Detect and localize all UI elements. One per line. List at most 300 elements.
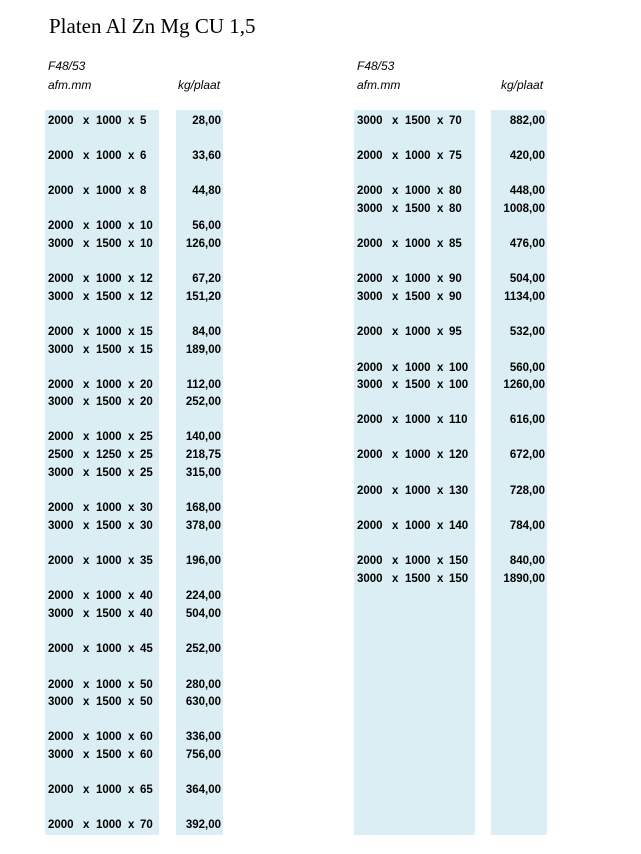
plate-thickness: 150 bbox=[449, 573, 469, 585]
plate-dimensions bbox=[48, 519, 160, 533]
plate-length: 2000 bbox=[48, 220, 74, 232]
dimension-separator: x bbox=[83, 819, 90, 831]
plate-dimensions bbox=[357, 237, 469, 251]
dimension-separator: x bbox=[437, 485, 444, 497]
plate-length: 3000 bbox=[357, 203, 383, 215]
plate-length: 2000 bbox=[357, 449, 383, 461]
dimension-separator: x bbox=[128, 449, 135, 461]
dimension-separator: x bbox=[83, 431, 90, 443]
plate-thickness: 30 bbox=[140, 502, 153, 514]
dimension-separator: x bbox=[392, 449, 399, 461]
plate-dimensions bbox=[357, 361, 469, 375]
dimension-separator: x bbox=[437, 555, 444, 567]
plate-weight: 168,00 bbox=[185, 502, 221, 514]
plate-dimensions bbox=[357, 572, 469, 586]
plate-thickness: 100 bbox=[449, 379, 469, 391]
plate-width: 1000 bbox=[405, 555, 431, 567]
dimension-separator: x bbox=[128, 643, 135, 655]
plate-dimensions bbox=[48, 642, 160, 656]
dimension-separator: x bbox=[128, 784, 135, 796]
plate-weight: 882,00 bbox=[509, 115, 545, 127]
plate-weight: 560,00 bbox=[509, 362, 545, 374]
plate-length: 2000 bbox=[48, 555, 74, 567]
plate-width: 1000 bbox=[405, 485, 431, 497]
plate-weight: 151,20 bbox=[185, 291, 221, 303]
plate-width: 1000 bbox=[405, 449, 431, 461]
plate-weight: 44,80 bbox=[192, 185, 221, 197]
dimension-separator: x bbox=[437, 573, 444, 585]
plate-length: 2000 bbox=[48, 502, 74, 514]
plate-weight: 756,00 bbox=[185, 749, 221, 761]
plate-weight: 189,00 bbox=[185, 344, 221, 356]
plate-weight: 378,00 bbox=[185, 520, 221, 532]
plate-length: 2000 bbox=[357, 273, 383, 285]
plate-weight: 504,00 bbox=[185, 608, 221, 620]
dimension-separator: x bbox=[437, 150, 444, 162]
plate-length: 2000 bbox=[48, 115, 74, 127]
dimension-separator: x bbox=[83, 520, 90, 532]
plate-length: 2000 bbox=[48, 643, 74, 655]
plate-dimensions bbox=[48, 114, 160, 128]
plate-dimensions bbox=[48, 395, 160, 409]
plate-width: 1000 bbox=[405, 185, 431, 197]
plate-width: 1500 bbox=[405, 115, 431, 127]
dimension-separator: x bbox=[83, 150, 90, 162]
plate-width: 1000 bbox=[405, 520, 431, 532]
plate-length: 2000 bbox=[357, 485, 383, 497]
dimension-separator: x bbox=[392, 362, 399, 374]
plate-width: 1500 bbox=[96, 467, 122, 479]
plate-width: 1000 bbox=[96, 115, 122, 127]
dimension-separator: x bbox=[437, 273, 444, 285]
plate-weight: 280,00 bbox=[185, 679, 221, 691]
plate-width: 1000 bbox=[96, 379, 122, 391]
dimension-separator: x bbox=[83, 590, 90, 602]
dimension-separator: x bbox=[83, 643, 90, 655]
plate-length: 2000 bbox=[357, 238, 383, 250]
plate-thickness: 6 bbox=[140, 150, 147, 162]
plate-thickness: 60 bbox=[140, 749, 153, 761]
plate-width: 1500 bbox=[96, 238, 122, 250]
dimension-separator: x bbox=[128, 819, 135, 831]
dimension-separator: x bbox=[437, 520, 444, 532]
plate-dimensions bbox=[48, 343, 160, 357]
dimension-separator: x bbox=[128, 467, 135, 479]
dimension-separator: x bbox=[392, 115, 399, 127]
dimension-separator: x bbox=[392, 520, 399, 532]
plate-width: 1000 bbox=[96, 784, 122, 796]
plate-length: 2000 bbox=[48, 431, 74, 443]
plate-width: 1000 bbox=[96, 731, 122, 743]
plate-thickness: 110 bbox=[449, 414, 468, 426]
plate-width: 1000 bbox=[405, 414, 431, 426]
plate-dimensions bbox=[48, 184, 160, 198]
plate-length: 2000 bbox=[48, 379, 74, 391]
grade-label: F48/53 bbox=[357, 59, 395, 73]
plate-width: 1500 bbox=[96, 344, 122, 356]
plate-thickness: 10 bbox=[140, 220, 153, 232]
plate-thickness: 30 bbox=[140, 520, 153, 532]
plate-weight: 315,00 bbox=[185, 467, 221, 479]
plate-width: 1500 bbox=[96, 749, 122, 761]
plate-length: 3000 bbox=[48, 749, 74, 761]
dimension-separator: x bbox=[128, 238, 135, 250]
plate-dimensions bbox=[48, 589, 160, 603]
plate-thickness: 65 bbox=[140, 784, 153, 796]
plate-dimensions bbox=[48, 678, 160, 692]
dimension-separator: x bbox=[128, 731, 135, 743]
plate-dimensions bbox=[48, 272, 160, 286]
plate-dimensions bbox=[48, 378, 160, 392]
plate-thickness: 70 bbox=[140, 819, 153, 831]
plate-thickness: 8 bbox=[140, 185, 147, 197]
plate-thickness: 90 bbox=[449, 291, 462, 303]
plate-thickness: 60 bbox=[140, 731, 153, 743]
plate-weight: 728,00 bbox=[509, 485, 545, 497]
dimension-column-band bbox=[354, 110, 475, 835]
plate-length: 3000 bbox=[357, 379, 383, 391]
plate-length: 2000 bbox=[48, 326, 74, 338]
dimension-separator: x bbox=[437, 326, 444, 338]
dimension-separator: x bbox=[83, 449, 90, 461]
plate-width: 1000 bbox=[405, 238, 431, 250]
plate-dimensions bbox=[48, 818, 160, 832]
dimension-separator: x bbox=[83, 379, 90, 391]
dimension-separator: x bbox=[83, 467, 90, 479]
dimension-separator: x bbox=[437, 291, 444, 303]
plate-thickness: 85 bbox=[449, 238, 462, 250]
plate-dimensions bbox=[48, 695, 160, 709]
dimension-separator: x bbox=[392, 291, 399, 303]
dimension-separator: x bbox=[128, 396, 135, 408]
plate-dimensions bbox=[48, 237, 160, 251]
plate-weight: 56,00 bbox=[192, 220, 221, 232]
plate-weight: 252,00 bbox=[185, 643, 221, 655]
plate-weight: 224,00 bbox=[185, 590, 221, 602]
plate-dimensions bbox=[357, 184, 469, 198]
plate-weight: 1008,00 bbox=[503, 203, 545, 215]
plate-width: 1500 bbox=[96, 520, 122, 532]
plate-width: 1500 bbox=[405, 203, 431, 215]
plate-dimensions bbox=[48, 748, 160, 762]
plate-dimensions bbox=[48, 325, 160, 339]
plate-dimensions bbox=[48, 149, 160, 163]
plate-weight: 840,00 bbox=[509, 555, 545, 567]
plate-dimensions bbox=[357, 554, 469, 568]
dimension-separator: x bbox=[392, 326, 399, 338]
plate-thickness: 120 bbox=[449, 449, 469, 461]
plate-width: 1000 bbox=[405, 326, 431, 338]
plate-length: 2000 bbox=[357, 414, 383, 426]
plate-length: 2000 bbox=[48, 784, 74, 796]
plate-length: 3000 bbox=[357, 115, 383, 127]
plate-width: 1000 bbox=[405, 362, 431, 374]
plate-dimensions bbox=[48, 730, 160, 744]
dimension-separator: x bbox=[83, 238, 90, 250]
dimension-separator: x bbox=[83, 502, 90, 514]
plate-dimensions bbox=[48, 290, 160, 304]
dimension-separator: x bbox=[437, 185, 444, 197]
plate-thickness: 75 bbox=[449, 150, 462, 162]
dimension-separator: x bbox=[437, 379, 444, 391]
plate-thickness: 150 bbox=[449, 555, 469, 567]
plate-width: 1000 bbox=[96, 679, 122, 691]
plate-weight: 67,20 bbox=[192, 273, 221, 285]
plate-length: 3000 bbox=[48, 520, 74, 532]
plate-length: 3000 bbox=[48, 396, 74, 408]
plate-weight: 112,00 bbox=[186, 379, 221, 391]
plate-length: 2500 bbox=[48, 449, 74, 461]
plate-dimensions bbox=[357, 448, 469, 462]
plate-length: 2000 bbox=[48, 150, 74, 162]
dimension-separator: x bbox=[128, 749, 135, 761]
plate-dimensions bbox=[357, 378, 469, 392]
dimension-separator: x bbox=[83, 679, 90, 691]
plate-width: 1000 bbox=[96, 185, 122, 197]
dimension-separator: x bbox=[392, 273, 399, 285]
dimension-separator: x bbox=[83, 608, 90, 620]
plate-thickness: 5 bbox=[140, 115, 147, 127]
grade-label: F48/53 bbox=[48, 59, 86, 73]
plate-thickness: 25 bbox=[140, 449, 153, 461]
plate-width: 1000 bbox=[96, 819, 122, 831]
plate-width: 1000 bbox=[405, 273, 431, 285]
plate-length: 3000 bbox=[357, 291, 383, 303]
dimension-separator: x bbox=[392, 150, 399, 162]
dimension-separator: x bbox=[83, 731, 90, 743]
plate-width: 1000 bbox=[96, 431, 122, 443]
plate-weight: 140,00 bbox=[185, 431, 221, 443]
plate-weight: 126,00 bbox=[185, 238, 221, 250]
dimension-separator: x bbox=[437, 115, 444, 127]
plate-weight: 84,00 bbox=[192, 326, 221, 338]
plate-width: 1000 bbox=[96, 643, 122, 655]
plate-thickness: 50 bbox=[140, 696, 153, 708]
dimension-separator: x bbox=[83, 344, 90, 356]
plate-dimensions bbox=[357, 519, 469, 533]
plate-dimensions bbox=[48, 430, 160, 444]
plate-weight: 33,60 bbox=[192, 150, 221, 162]
dimension-separator: x bbox=[83, 784, 90, 796]
plate-width: 1250 bbox=[96, 449, 122, 461]
page-title: Platen Al Zn Mg CU 1,5 bbox=[49, 14, 256, 38]
plate-dimensions bbox=[357, 290, 469, 304]
dimension-separator: x bbox=[392, 555, 399, 567]
plate-weight: 196,00 bbox=[185, 555, 221, 567]
dimension-separator: x bbox=[437, 449, 444, 461]
plate-thickness: 140 bbox=[449, 520, 469, 532]
plate-width: 1000 bbox=[96, 273, 122, 285]
plate-thickness: 45 bbox=[140, 643, 153, 655]
plate-thickness: 25 bbox=[140, 431, 153, 443]
weight-header: kg/plaat bbox=[501, 78, 544, 92]
dimension-separator: x bbox=[128, 555, 135, 567]
dimension-separator: x bbox=[128, 115, 135, 127]
plate-length: 2000 bbox=[357, 326, 383, 338]
plate-length: 3000 bbox=[357, 573, 383, 585]
plate-dimensions bbox=[48, 448, 160, 462]
plate-thickness: 12 bbox=[140, 291, 153, 303]
plate-weight: 532,00 bbox=[509, 326, 545, 338]
plate-thickness: 130 bbox=[449, 485, 469, 497]
plate-thickness: 20 bbox=[140, 396, 153, 408]
dimension-header: afm.mm bbox=[357, 78, 401, 92]
plate-weight: 616,00 bbox=[509, 414, 545, 426]
dimension-separator: x bbox=[128, 431, 135, 443]
dimension-separator: x bbox=[128, 344, 135, 356]
plate-thickness: 12 bbox=[140, 273, 153, 285]
dimension-separator: x bbox=[128, 185, 135, 197]
dimension-separator: x bbox=[392, 238, 399, 250]
dimension-separator: x bbox=[83, 115, 90, 127]
weight-column-band bbox=[491, 110, 547, 835]
dimension-separator: x bbox=[83, 749, 90, 761]
plate-dimensions bbox=[48, 219, 160, 233]
dimension-separator: x bbox=[128, 273, 135, 285]
dimension-separator: x bbox=[83, 396, 90, 408]
plate-length: 2000 bbox=[48, 185, 74, 197]
plate-weight: 672,00 bbox=[509, 449, 545, 461]
plate-dimensions bbox=[357, 272, 469, 286]
plate-width: 1500 bbox=[96, 696, 122, 708]
plate-weight: 476,00 bbox=[509, 238, 545, 250]
plate-width: 1500 bbox=[96, 396, 122, 408]
dimension-separator: x bbox=[128, 696, 135, 708]
plate-width: 1500 bbox=[96, 291, 122, 303]
plate-thickness: 95 bbox=[449, 326, 462, 338]
dimension-separator: x bbox=[392, 573, 399, 585]
plate-weight: 336,00 bbox=[185, 731, 221, 743]
plate-weight: 504,00 bbox=[509, 273, 545, 285]
plate-weight: 392,00 bbox=[185, 819, 221, 831]
plate-width: 1000 bbox=[96, 555, 122, 567]
plate-width: 1000 bbox=[405, 150, 431, 162]
dimension-separator: x bbox=[128, 590, 135, 602]
dimension-separator: x bbox=[392, 185, 399, 197]
dimension-separator: x bbox=[128, 291, 135, 303]
plate-thickness: 15 bbox=[140, 344, 153, 356]
dimension-separator: x bbox=[83, 555, 90, 567]
dimension-separator: x bbox=[128, 608, 135, 620]
dimension-separator: x bbox=[128, 150, 135, 162]
plate-length: 2000 bbox=[48, 819, 74, 831]
plate-dimensions bbox=[357, 114, 469, 128]
plate-length: 2000 bbox=[357, 150, 383, 162]
dimension-separator: x bbox=[128, 520, 135, 532]
plate-dimensions bbox=[48, 783, 160, 797]
dimension-separator: x bbox=[128, 502, 135, 514]
plate-dimensions bbox=[357, 484, 469, 498]
plate-weight: 218,75 bbox=[185, 449, 221, 461]
plate-width: 1000 bbox=[96, 220, 122, 232]
weight-header: kg/plaat bbox=[178, 78, 221, 92]
plate-weight: 448,00 bbox=[509, 185, 545, 197]
plate-width: 1000 bbox=[96, 590, 122, 602]
plate-weight: 1890,00 bbox=[503, 573, 545, 585]
dimension-separator: x bbox=[437, 414, 444, 426]
plate-width: 1500 bbox=[405, 573, 431, 585]
plate-length: 2000 bbox=[357, 555, 383, 567]
plate-thickness: 70 bbox=[449, 115, 462, 127]
dimension-separator: x bbox=[392, 203, 399, 215]
plate-width: 1000 bbox=[96, 150, 122, 162]
plate-weight: 630,00 bbox=[185, 696, 221, 708]
dimension-separator: x bbox=[83, 185, 90, 197]
dimension-separator: x bbox=[83, 273, 90, 285]
plate-weight: 420,00 bbox=[509, 150, 545, 162]
plate-weight: 28,00 bbox=[192, 115, 221, 127]
plate-width: 1500 bbox=[96, 608, 122, 620]
dimension-separator: x bbox=[392, 414, 399, 426]
dimension-header: afm.mm bbox=[48, 78, 92, 92]
plate-thickness: 100 bbox=[449, 362, 469, 374]
plate-length: 2000 bbox=[48, 590, 74, 602]
plate-width: 1000 bbox=[96, 502, 122, 514]
plate-length: 3000 bbox=[48, 696, 74, 708]
dimension-separator: x bbox=[437, 362, 444, 374]
plate-thickness: 40 bbox=[140, 608, 153, 620]
plate-thickness: 15 bbox=[140, 326, 153, 338]
plate-thickness: 40 bbox=[140, 590, 153, 602]
plate-thickness: 10 bbox=[140, 238, 153, 250]
dimension-separator: x bbox=[128, 220, 135, 232]
plate-length: 2000 bbox=[357, 520, 383, 532]
plate-thickness: 20 bbox=[140, 379, 153, 391]
plate-thickness: 35 bbox=[140, 555, 153, 567]
dimension-separator: x bbox=[128, 326, 135, 338]
plate-weight: 784,00 bbox=[509, 520, 545, 532]
plate-length: 3000 bbox=[48, 467, 74, 479]
plate-length: 3000 bbox=[48, 238, 74, 250]
plate-length: 3000 bbox=[48, 291, 74, 303]
plate-length: 2000 bbox=[48, 731, 74, 743]
plate-length: 3000 bbox=[48, 608, 74, 620]
plate-thickness: 80 bbox=[449, 203, 462, 215]
dimension-separator: x bbox=[83, 696, 90, 708]
plate-weight: 1134,00 bbox=[504, 291, 545, 303]
dimension-separator: x bbox=[437, 203, 444, 215]
dimension-separator: x bbox=[437, 238, 444, 250]
plate-length: 2000 bbox=[357, 362, 383, 374]
plate-width: 1500 bbox=[405, 379, 431, 391]
plate-dimensions bbox=[48, 501, 160, 515]
plate-dimensions bbox=[48, 554, 160, 568]
plate-dimensions bbox=[357, 325, 469, 339]
plate-width: 1500 bbox=[405, 291, 431, 303]
plate-thickness: 25 bbox=[140, 467, 153, 479]
dimension-separator: x bbox=[392, 379, 399, 391]
dimension-separator: x bbox=[128, 379, 135, 391]
plate-dimensions bbox=[357, 202, 469, 216]
plate-thickness: 80 bbox=[449, 185, 462, 197]
dimension-separator: x bbox=[128, 679, 135, 691]
dimension-separator: x bbox=[83, 220, 90, 232]
dimension-separator: x bbox=[83, 326, 90, 338]
plate-weight: 364,00 bbox=[185, 784, 221, 796]
plate-dimensions bbox=[48, 466, 160, 480]
dimension-separator: x bbox=[83, 291, 90, 303]
plate-weight: 252,00 bbox=[185, 396, 221, 408]
plate-thickness: 50 bbox=[140, 679, 153, 691]
plate-length: 2000 bbox=[48, 273, 74, 285]
plate-dimensions bbox=[48, 607, 160, 621]
plate-width: 1000 bbox=[96, 326, 122, 338]
plate-weight: 1260,00 bbox=[503, 379, 545, 391]
plate-dimensions bbox=[357, 413, 469, 427]
dimension-separator: x bbox=[392, 485, 399, 497]
plate-length: 3000 bbox=[48, 344, 74, 356]
plate-thickness: 90 bbox=[449, 273, 462, 285]
